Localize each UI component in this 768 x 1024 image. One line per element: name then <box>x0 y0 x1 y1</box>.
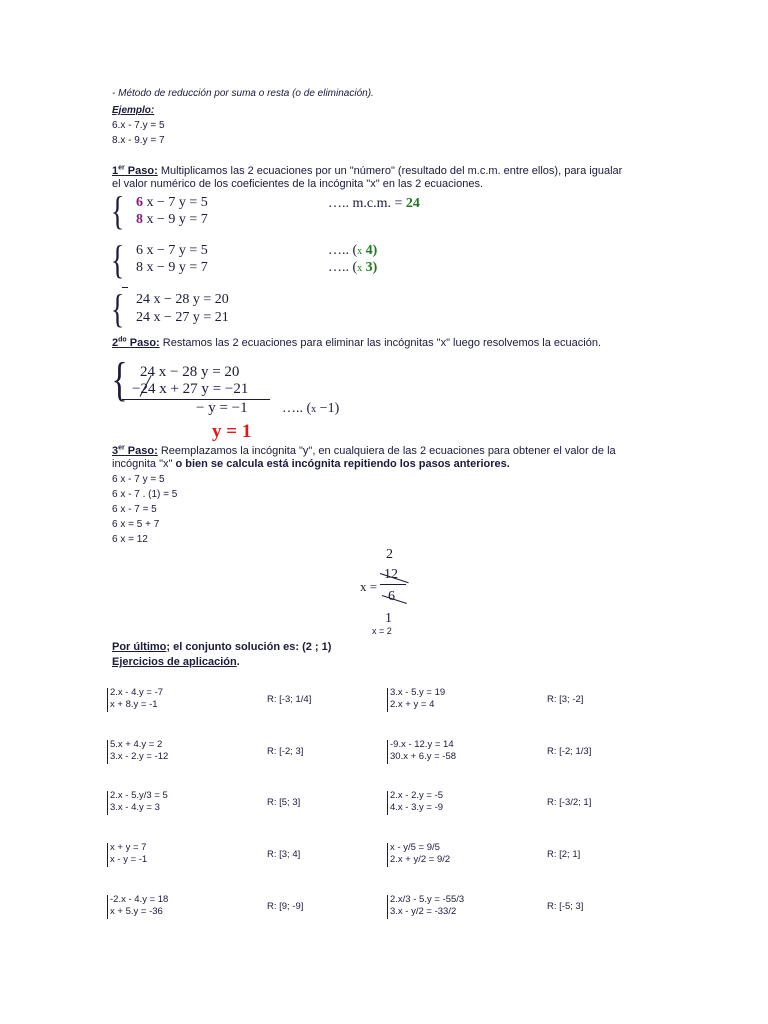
exercise-eq1: x + y = 7 <box>110 842 147 853</box>
exercise-eq2: 30.x + 6.y = -58 <box>390 751 457 762</box>
exercise-answer: R: [-3/2; 1] <box>547 797 592 808</box>
system-bar <box>387 791 388 815</box>
exercise-eq1: -9.x - 12.y = 14 <box>390 739 454 750</box>
exercise-eq2: 3.x - 2.y = -12 <box>110 751 169 762</box>
exercise-eq1: x - y/5 = 9/5 <box>390 842 440 853</box>
brace-3: { <box>110 286 125 331</box>
system-bar <box>107 843 108 867</box>
system-bar <box>387 895 388 919</box>
step3-line1: 6 x - 7 y = 5 <box>112 474 165 485</box>
system-bar <box>387 688 388 712</box>
exercise-answer: R: [5; 3] <box>267 797 301 808</box>
system-bar <box>107 688 108 712</box>
step2-text: $2^{do}$ Paso: Restamos las 2 ecuaciones para eliminar las incógnitas "x" luego resolvemos la ecuación. <box>112 336 602 349</box>
final-solution: Por último; el conjunto solución es: (2 ; 1) <box>112 641 332 653</box>
mult-3: ….. (x 3) <box>328 260 378 275</box>
step3-text-line2: incógnita "x" o bien se calcula está incógnita repitiendo los pasos anteriores. <box>112 458 510 470</box>
exercise-answer: R: [-5; 3] <box>547 901 584 912</box>
exercise-eq1: 2.x - 5.y/3 = 5 <box>110 790 168 801</box>
sys2-eq1: 6 x − 7 y = 5 <box>136 243 208 258</box>
method-title: - Método de reducción por suma o resta (o de eliminación). <box>112 88 374 99</box>
step3-text: 3er Paso: Reemplazamos la incógnita "y", en cualquiera de las 2 ecuaciones para obtener el valor de la <box>112 444 616 457</box>
frac-den: 6 <box>388 589 395 604</box>
step1-text-line2: el valor numérico de los coeficientes de la incógnita "x" en las 2 ecuaciones. <box>112 178 484 190</box>
brace-1: { <box>110 188 125 233</box>
sub-row2: −24 x + 27 y = −21 <box>132 381 249 397</box>
sys3-eq2: 24 x − 27 y = 21 <box>136 310 229 325</box>
exercise-eq1: 3.x - 5.y = 19 <box>390 687 446 698</box>
exercise-answer: R: [-2; 1/3] <box>547 746 592 757</box>
exercises-title: Ejercicios de aplicación. <box>112 656 240 668</box>
exercise-answer: R: [-3; 1/4] <box>267 694 312 705</box>
mult-4: ….. (x 4) <box>328 243 378 258</box>
exercise-eq2: 2.x + y = 4 <box>390 699 435 710</box>
exercise-eq2: x + 8.y = -1 <box>110 699 158 710</box>
example-label: Ejemplo: <box>112 105 155 116</box>
system-bar <box>107 791 108 815</box>
exercise-eq2: 3.x - y/2 = -33/2 <box>390 906 457 917</box>
frac-top: 2 <box>386 547 393 562</box>
example-eq1: 6.x - 7.y = 5 <box>112 120 165 131</box>
step2-label: $2^{do}$ Paso: <box>112 336 160 349</box>
mcm-label: ….. m.c.m. = 24 <box>328 196 420 211</box>
system-bar <box>107 740 108 764</box>
frac-x: x = <box>360 579 378 594</box>
system-bar <box>387 843 388 867</box>
sys2-eq2: 8 x − 9 y = 7 <box>136 260 208 275</box>
exercise-eq2: 3.x - 4.y = 3 <box>110 802 160 813</box>
step3-label: 3er Paso: <box>112 444 158 457</box>
step3-line4: 6 x = 5 + 7 <box>112 519 160 530</box>
sub-row3: − y = −1 <box>196 400 248 416</box>
sys1-eq2: 8 x − 9 y = 7 <box>136 212 208 227</box>
mult-neg1: ….. (x −1) <box>282 401 340 416</box>
frac-bottom: 1 <box>385 611 392 626</box>
step3-line3: 6 x - 7 = 5 <box>112 504 157 515</box>
exercise-eq1: 5.x + 4.y = 2 <box>110 739 163 750</box>
exercise-eq1: -2.x - 4.y = 18 <box>110 894 169 905</box>
exercise-eq2: 4.x - 3.y = -9 <box>390 802 444 813</box>
sub-row1: 24 x − 28 y = 20 <box>140 364 240 380</box>
exercise-answer: R: [-2; 3] <box>267 746 304 757</box>
x-result: x = 2 <box>372 626 392 636</box>
exercise-eq2: x + 5.y = -36 <box>110 906 163 917</box>
step1-text: 1er Paso: Multiplicamos las 2 ecuaciones por un "número" (resultado del m.c.m. entre ellos), para igualar <box>112 164 623 177</box>
y-result: y = 1 <box>212 421 252 442</box>
system-bar <box>107 895 108 919</box>
exercise-eq2: x - y = -1 <box>110 854 148 865</box>
example-eq2: 8.x - 9.y = 7 <box>112 135 165 146</box>
step3-line2: 6 x - 7 . (1) = 5 <box>112 489 178 500</box>
exercise-eq1: 2.x - 2.y = -5 <box>390 790 444 801</box>
step1-label: 1er Paso: <box>112 164 158 177</box>
sys1-eq1: 6 x − 7 y = 5 <box>136 195 208 210</box>
frac-bar <box>380 584 406 585</box>
brace-4: { <box>111 353 128 406</box>
exercise-eq2: 2.x + y/2 = 9/2 <box>390 854 451 865</box>
sys3-eq1: 24 x − 28 y = 20 <box>136 292 229 307</box>
exercise-answer: R: [3; 4] <box>267 849 301 860</box>
exercise-answer: R: [3; -2] <box>547 694 584 705</box>
exercise-eq1: 2.x/3 - 5.y = -55/3 <box>390 894 465 905</box>
frac-num: 12 <box>384 567 398 582</box>
step3-line5: 6 x = 12 <box>112 534 148 545</box>
exercise-eq1: 2.x - 4.y = -7 <box>110 687 164 698</box>
exercise-answer: R: [9; -9] <box>267 901 304 912</box>
brace-2: { <box>110 237 125 282</box>
exercise-answer: R: [2; 1] <box>547 849 581 860</box>
system-bar <box>387 740 388 764</box>
